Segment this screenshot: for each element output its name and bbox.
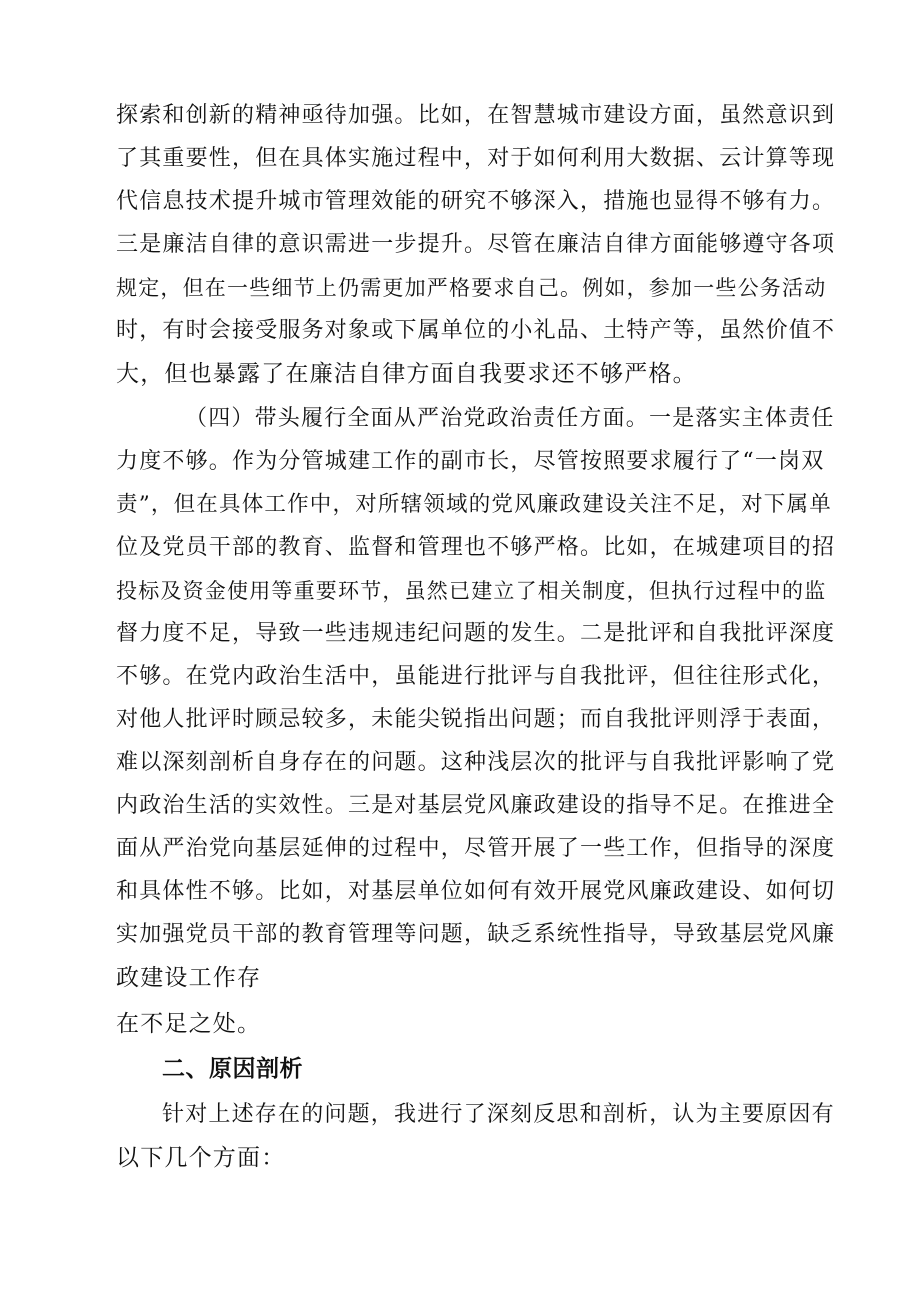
text-line: 督力度不足，导致一些违规违纪问题的发生。二是批评和自我批评深度 [116, 621, 836, 646]
paragraph-first-line: 针对上述存在的问题，我进行了深刻反思和剖析，认为主要原因有 [162, 1102, 835, 1127]
text-line: 和具体性不够。比如，对基层单位如何有效开展党风廉政建设、如何切 [116, 879, 836, 904]
text-line: 面从严治党向基层延伸的过程中，尽管开展了一些工作，但指导的深度 [116, 836, 836, 861]
text-line: 时，有时会接受服务对象或下属单位的小礼品、土特产等，虽然价值不 [116, 318, 836, 343]
text-line: 探索和创新的精神亟待加强。比如，在智慧城市建设方面，虽然意识到 [116, 103, 836, 128]
text-line: 责”，但在具体工作中，对所辖领域的党风廉政建设关注不足，对下属单 [116, 492, 832, 517]
text-line: 了其重要性，但在具体实施过程中，对于如何利用大数据、云计算等现 [116, 146, 836, 171]
section-heading: 二、原因剖析 [162, 1056, 303, 1082]
text-line: 政建设工作存 [116, 965, 262, 991]
text-line: 三是廉洁自律的意识需进一步提升。尽管在廉洁自律方面能够遵守各项 [116, 232, 836, 257]
text-line: 在不足之处。 [116, 1011, 262, 1037]
text-line: 内政治生活的实效性。三是对基层党风廉政建设的指导不足。在推进全 [116, 793, 836, 818]
text-line: 不够。在党内政治生活中，虽能进行批评与自我批评，但往往形式化， [116, 664, 836, 689]
text-line: 规定，但在一些细节上仍需更加严格要求自己。例如，参加一些公务活动 [116, 276, 827, 300]
text-line: 力度不够。作为分管城建工作的副市长，尽管按照要求履行了“一岗双 [116, 449, 825, 474]
text-line: 投标及资金使用等重要环节，虽然已建立了相关制度，但执行过程中的监 [116, 579, 827, 603]
paragraph-first-line: （四）带头履行全面从严治党政治责任方面。一是落实主体责任 [185, 406, 835, 431]
text-line: 难以深刻剖析自身存在的问题。这种浅层次的批评与自我批评影响了党 [116, 750, 836, 775]
text-line: 实加强党员干部的教育管理等问题，缺乏系统性指导，导致基层党风廉 [116, 922, 836, 947]
text-line: 大，但也暴露了在廉洁自律方面自我要求还不够严格。 [116, 361, 697, 387]
text-line: 代信息技术提升城市管理效能的研究不够深入，措施也显得不够有力。 [116, 189, 836, 214]
text-line: 对他人批评时顾忌较多，未能尖锐指出问题；而自我批评则浮于表面， [116, 707, 836, 732]
text-line: 位及党员干部的教育、监督和管理也不够严格。比如，在城建项目的招 [116, 535, 836, 560]
text-line: 以下几个方面： [116, 1145, 286, 1171]
